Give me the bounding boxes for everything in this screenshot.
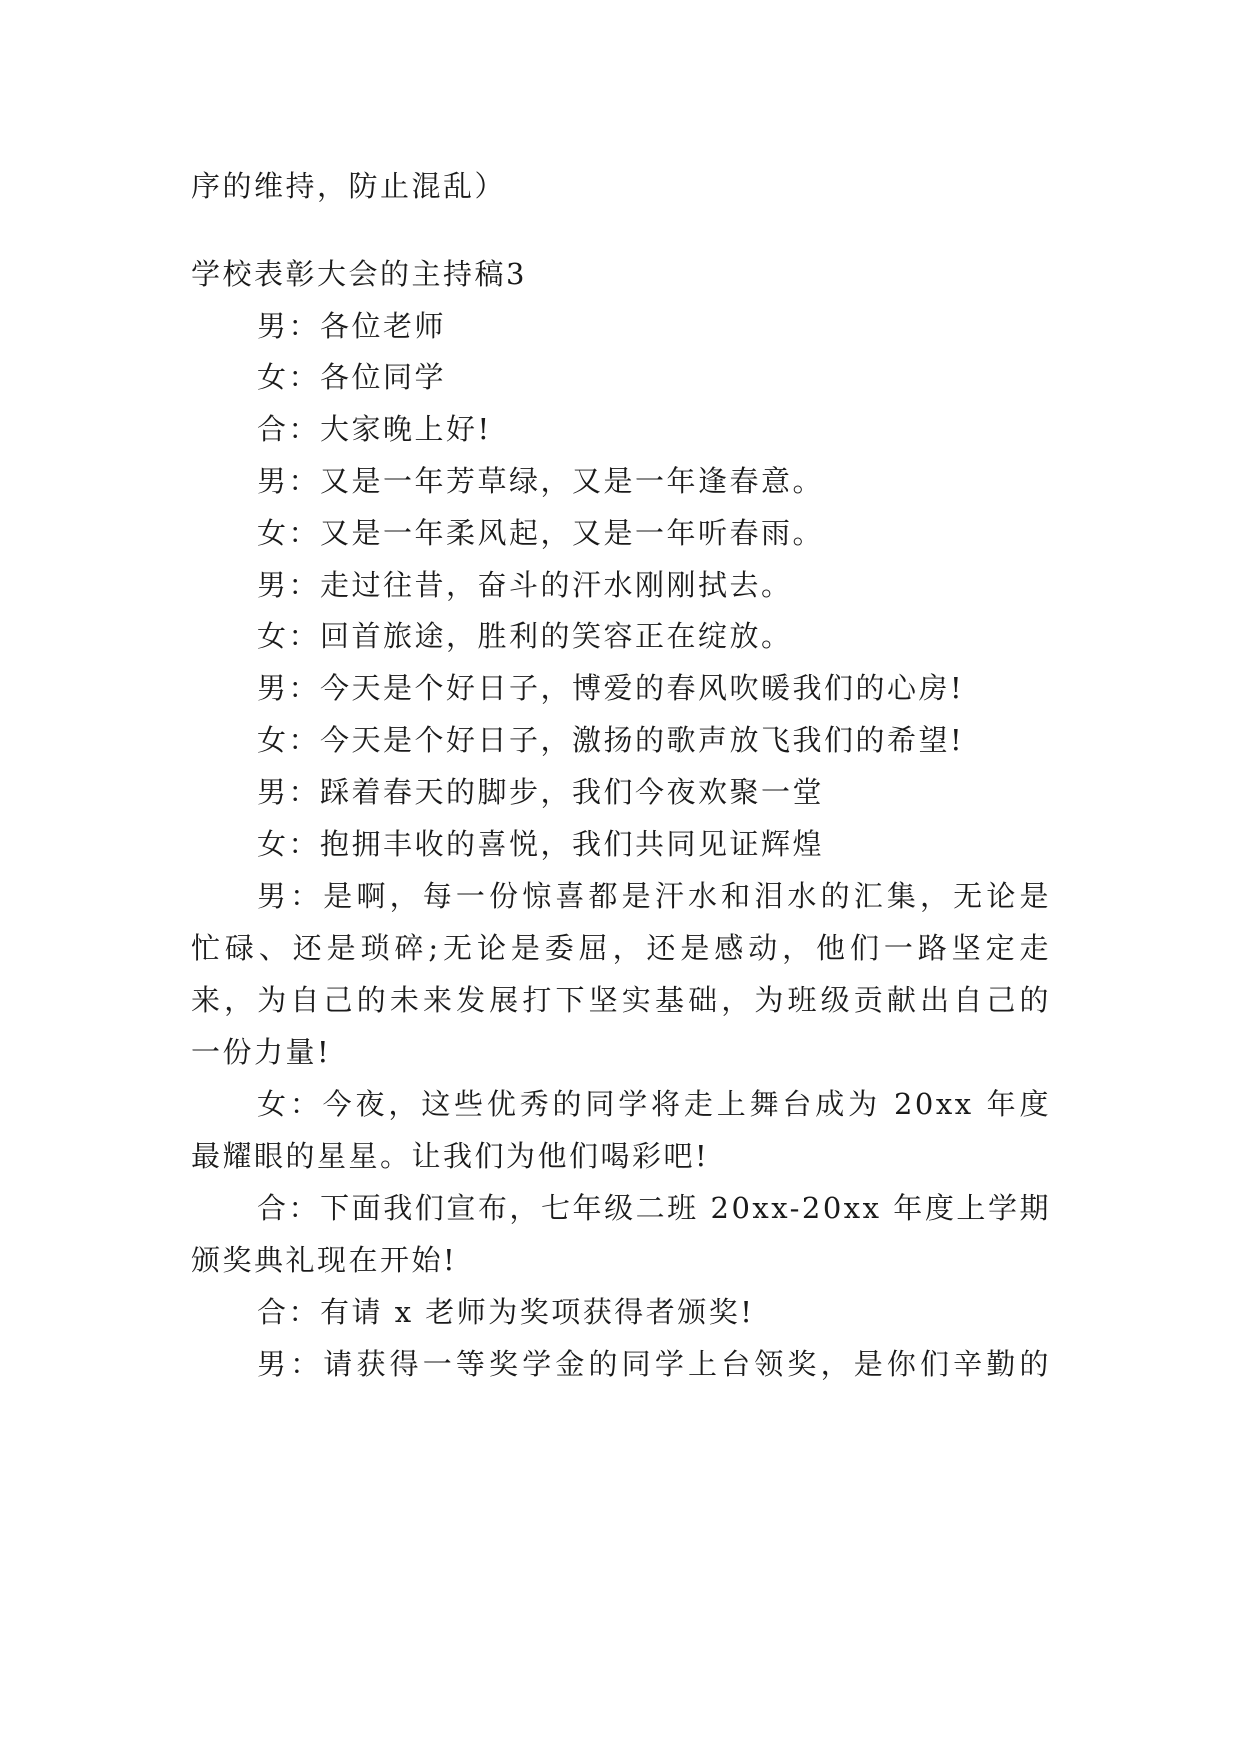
section-title: 学校表彰大会的主持稿3 (191, 257, 527, 291)
text-line: 最耀眼的星星。让我们为他们喝彩吧! (191, 1139, 710, 1173)
text-line: 男：踩着春天的脚步，我们今夜欢聚一堂 (257, 775, 825, 809)
text-line: 颁奖典礼现在开始! (191, 1243, 458, 1277)
text-line: 女：今夜，这些优秀的同学将走上舞台成为 20xx 年度 (257, 1087, 1051, 1121)
text-line: 合：大家晚上好! (257, 412, 492, 446)
text-line: 女：回首旅途，胜利的笑容正在绽放。 (257, 619, 793, 653)
text-line: 忙碌、还是琐碎;无论是委屈，还是感动，他们一路坚定走 (191, 931, 1051, 965)
text-line: 女：抱拥丰收的喜悦，我们共同见证辉煌 (257, 827, 825, 861)
text-line: 女：各位同学 (257, 360, 447, 394)
text-line: 男：是啊，每一份惊喜都是汗水和泪水的汇集，无论是 (257, 879, 1051, 913)
text-line: 序的维持，防止混乱） (191, 169, 507, 203)
text-line: 合：下面我们宣布，七年级二班 20xx-20xx 年度上学期 (257, 1191, 1051, 1225)
text-line: 女：今天是个好日子，激扬的歌声放飞我们的希望! (257, 723, 965, 757)
text-line: 来，为自己的未来发展打下坚实基础，为班级贡献出自己的 (191, 983, 1051, 1017)
text-line: 女：又是一年柔风起，又是一年听春雨。 (257, 516, 825, 550)
text-line: 男：今天是个好日子，博爱的春风吹暖我们的心房! (257, 671, 965, 705)
text-line: 男：各位老师 (257, 309, 447, 343)
text-line: 一份力量! (191, 1035, 332, 1069)
text-line: 男：走过往昔，奋斗的汗水刚刚拭去。 (257, 568, 793, 602)
text-line: 男：请获得一等奖学金的同学上台领奖，是你们辛勤的 (257, 1347, 1051, 1381)
text-line: 合：有请 x 老师为奖项获得者颁奖! (257, 1295, 755, 1329)
text-line: 男：又是一年芳草绿，又是一年逢春意。 (257, 464, 825, 498)
